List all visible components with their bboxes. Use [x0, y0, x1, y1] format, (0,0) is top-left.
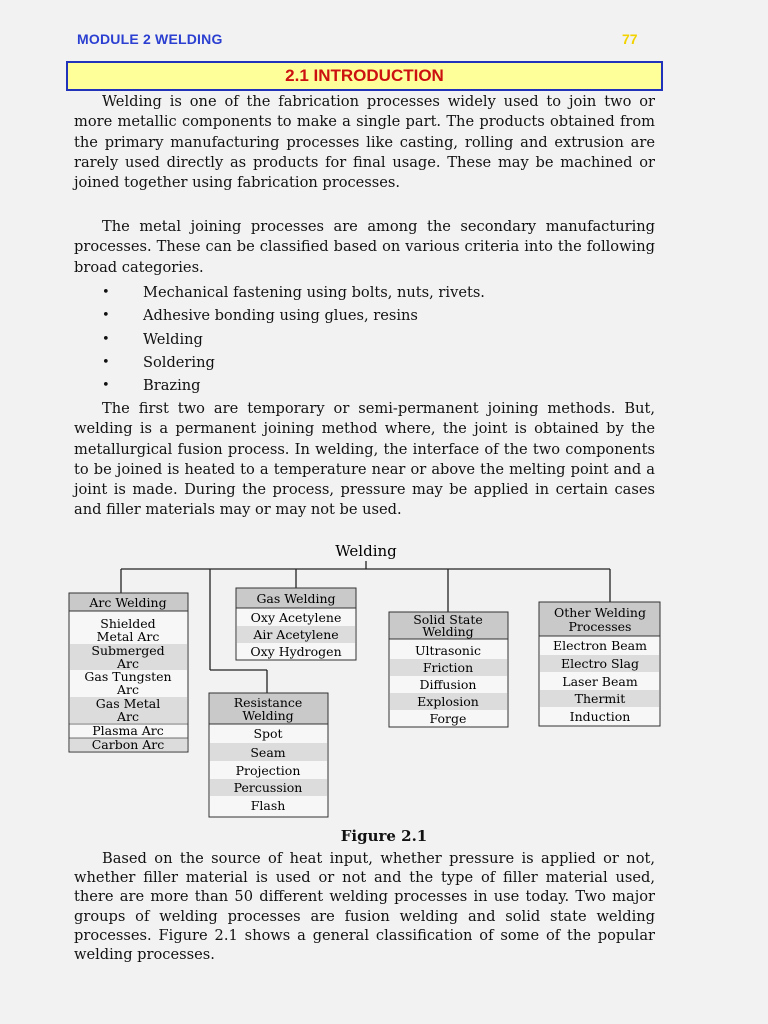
module-header: MODULE 2 WELDING [77, 31, 223, 47]
list-item: Flash [250, 798, 286, 813]
list-item: Friction [422, 660, 474, 675]
list-item: Percussion [233, 780, 303, 795]
list-item: Shielded [100, 616, 156, 631]
list-item: • Adhesive bonding using glues, resins [74, 304, 485, 327]
list-item: Laser Beam [562, 674, 638, 689]
resistance-welding-title: Resistance [233, 695, 303, 710]
other-welding-group [539, 602, 660, 726]
list-item: Plasma Arc [92, 723, 164, 738]
section-title: 2.1 INTRODUCTION [66, 61, 663, 91]
figure-caption: Figure 2.1 [340, 827, 428, 845]
bullet-icon: • [102, 354, 110, 370]
list-item: • Brazing [74, 374, 485, 397]
diagram-root-label: Welding [335, 542, 397, 560]
solid-state-welding-group [389, 612, 508, 727]
list-item: Ultrasonic [415, 643, 481, 658]
solid-state-welding-title: Solid State [413, 612, 483, 627]
list-item: • Soldering [74, 351, 485, 374]
list-item: Projection [235, 763, 301, 778]
list-item: Electron Beam [553, 638, 647, 653]
bullet-icon: • [102, 285, 110, 300]
gas-welding-group [236, 588, 356, 660]
list-item: Induction [569, 709, 631, 724]
list-item: Air Acetylene [253, 627, 339, 642]
paragraph-3: The first two are temporary or semi-permanent joining methods. But, welding is a permanent joining method where, the joint is obtained by the metallurgical fusion process. In welding, the interface of the two components to be joined is heated to a temperature near or above the melting point and a joint is made. During the process, pressure may be applied in certain cases and filler materials may or may not be used. [74, 400, 655, 519]
list-item: Spot [253, 726, 283, 741]
list-item: Oxy Acetylene [250, 610, 342, 625]
bullet-icon: • [102, 378, 110, 394]
list-item: Thermit [574, 691, 626, 706]
list-item: Oxy Hydrogen [250, 644, 342, 659]
list-item: Arc [116, 709, 140, 724]
paragraph-2: The metal joining processes are among the secondary manufacturing processes. These can be classified based on various criteria into the following broad categories. [74, 218, 655, 276]
list-item: Diffusion [419, 677, 477, 692]
page-number: 77 [622, 31, 638, 47]
list-item: Arc [116, 682, 140, 697]
list-item: Electro Slag [560, 656, 640, 671]
list-item: Carbon Arc [91, 737, 165, 752]
connector-lines [121, 561, 610, 693]
list-item: Seam [250, 745, 286, 760]
list-item: Arc [116, 656, 140, 671]
solid-state-welding-title: Welding [422, 624, 474, 639]
bullet-icon: • [102, 308, 110, 324]
resistance-welding-group [209, 693, 328, 817]
list-item: Submerged [91, 643, 165, 658]
list-item: • Welding [74, 328, 485, 351]
paragraph-1: Welding is one of the fabrication processes widely used to join two or more metallic components to make a single part. The products obtained from the primary manufacturing processes like casting, rolling and extrusion are rarely used directly as products for final usage. These may be machined or joined together using fabrication processes. [74, 93, 655, 192]
resistance-welding-title: Welding [242, 708, 294, 723]
other-welding-title: Processes [568, 619, 632, 634]
list-item: Gas Metal [95, 696, 161, 711]
list-item: Metal Arc [96, 629, 160, 644]
other-welding-title: Other Welding [554, 605, 646, 620]
gas-welding-title: Gas Welding [256, 591, 336, 606]
list-item: Forge [429, 711, 467, 726]
list-item: Gas Tungsten [84, 669, 172, 684]
bullet-icon: • [102, 331, 110, 347]
list-item: Explosion [417, 694, 479, 709]
paragraph-4: Based on the source of heat input, whether pressure is applied or not, whether filler material is used or not and the type of filler material used, there are more than 50 different welding processes in use today. Two major groups of welding processes are fusion welding and solid state welding processes. Figure 2.1 shows a general classification of some of the popular welding processes. [74, 850, 655, 964]
list-item: • Mechanical fastening using bolts, nuts, rivets. [74, 281, 485, 304]
arc-welding-group [69, 593, 188, 752]
arc-welding-title: Arc Welding [89, 595, 167, 610]
